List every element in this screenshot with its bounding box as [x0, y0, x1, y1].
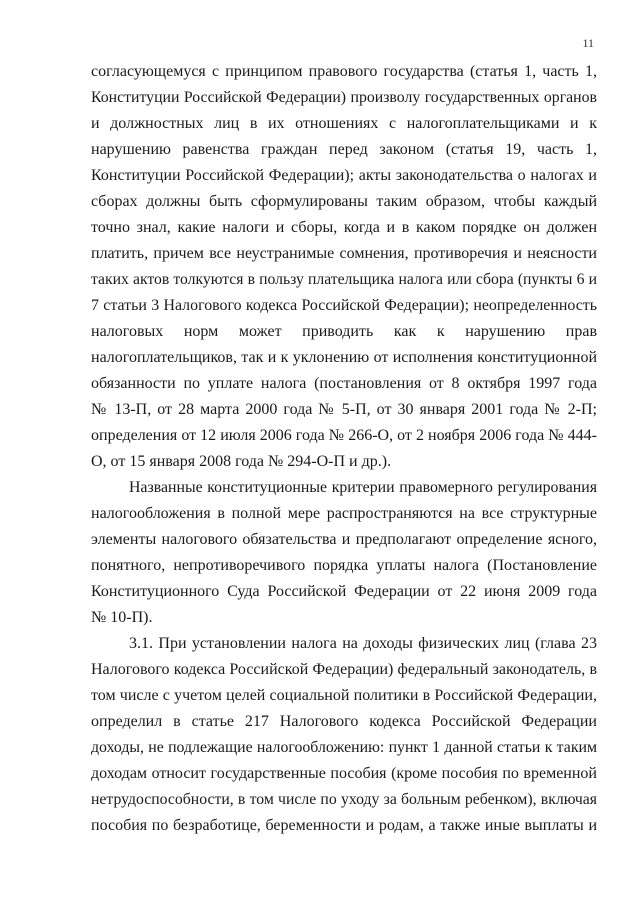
- text-line: нетрудоспособности, в том числе по уходу за больным ребенком), включая: [91, 791, 597, 808]
- text-line: Конституции Российской Федерации); акты законодательства о налогах и: [91, 167, 597, 184]
- text-line: и должностных лиц в их отношениях с налогоплательщиками и к: [91, 115, 597, 132]
- text-line: обязанности по уплате налога (постановления от 8 октября 1997 года: [91, 375, 597, 392]
- text-line: доходы, не подлежащие налогообложению: пункт 1 данной статьи к таким: [91, 739, 597, 756]
- text-line: доходам относит государственные пособия (кроме пособия по временной: [91, 765, 597, 782]
- text-line: сборах должны быть сформулированы таким образом, чтобы каждый: [91, 193, 597, 210]
- text-line: 7 статьи 3 Налогового кодекса Российской Федерации); неопределенность: [91, 297, 597, 314]
- text-line: элементы налогового обязательства и предполагают определение ясного,: [91, 531, 597, 548]
- text-line: О, от 15 января 2008 года № 294-О-П и др.).: [91, 453, 392, 470]
- text-line: точно знал, какие налоги и сборы, когда и в каком порядке он должен: [91, 219, 597, 236]
- document-body: [91, 59, 597, 839]
- text-line: налогоплательщиков, так и к уклонению от исполнения конституционной: [91, 349, 597, 366]
- text-line: таких актов толкуются в пользу плательщика налога или сбора (пункты 6 и: [91, 271, 597, 288]
- text-line: Конституции Российской Федерации) произволу государственных органов: [91, 89, 597, 106]
- text-line: № 13-П, от 28 марта 2000 года № 5-П, от 30 января 2001 года № 2-П;: [91, 401, 597, 418]
- text-line: Конституционного Суда Российской Федерации от 22 июня 2009 года: [91, 583, 597, 600]
- text-line: понятного, непротиворечивого порядка уплаты налога (Постановление: [91, 557, 597, 574]
- text-line: налогообложения в полной мере распространяются на все структурные: [91, 505, 597, 522]
- text-line: налоговых норм может приводить как к нарушению прав: [91, 323, 597, 340]
- text-line: том числе с учетом целей социальной политики в Российской Федерации,: [91, 687, 597, 704]
- text-line: № 10-П).: [91, 609, 153, 626]
- text-line: 3.1. При установлении налога на доходы физических лиц (глава 23: [129, 635, 597, 652]
- text-line: Налогового кодекса Российской Федерации) федеральный законодатель, в: [91, 661, 597, 678]
- text-line: платить, причем все неустранимые сомнения, противоречия и неясности: [91, 245, 597, 262]
- text-line: определил в статье 217 Налогового кодекса Российской Федерации: [91, 713, 597, 730]
- text-line: пособия по безработице, беременности и родам, а также иные выплаты и: [91, 817, 597, 834]
- page-number: 11: [582, 36, 594, 50]
- text-line: Названные конституционные критерии правомерного регулирования: [129, 479, 597, 496]
- text-line: нарушению равенства граждан перед законом (статья 19, часть 1,: [91, 141, 597, 158]
- text-line: согласующемуся с принципом правового государства (статья 1, часть 1,: [91, 63, 597, 80]
- text-line: определения от 12 июля 2006 года № 266-О, от 2 ноября 2006 года № 444-: [91, 427, 597, 444]
